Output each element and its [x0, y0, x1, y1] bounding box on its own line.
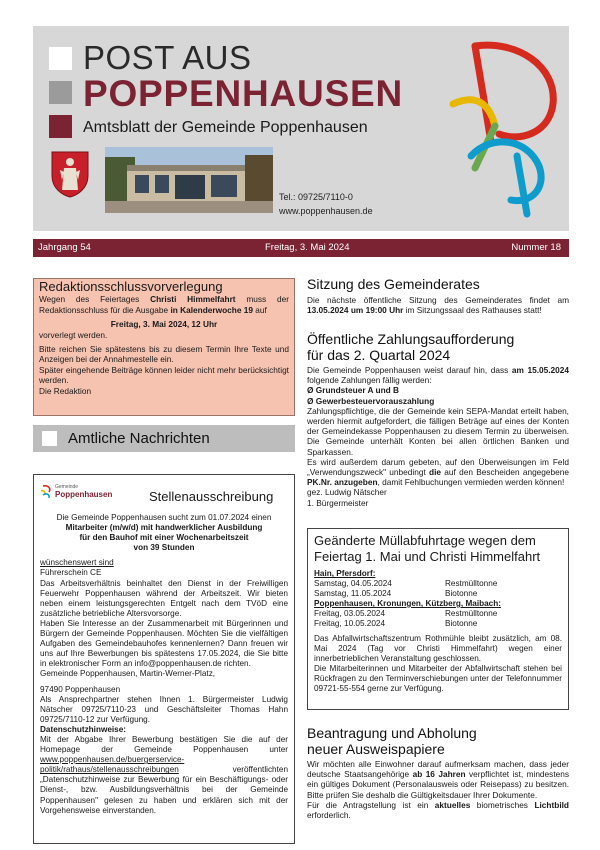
logo-small-label: Gemeinde: [55, 484, 79, 490]
privacy-title: Datenschutzhinweise:: [40, 724, 126, 734]
waste-row: Samstag, 04.05.2024 Restmülltonne: [314, 579, 498, 588]
white-square-icon: [42, 431, 57, 446]
contact-info: [279, 190, 373, 218]
privacy-link[interactable]: www.poppenhausen.de/buergerservice-politik/rathaus/stellenausschreibungen: [40, 755, 185, 775]
passport-text: Wir möchten alle Einwohner darauf aufmerksam machen, dass jeder deutsche Staatsangehörige ab 16 Jahren verpflichtet ist, mindestens ein gültiges Dokument (Personalausweis oder Reisepass) zu besitzen. Bitte prüfen Sie deshalb die Gültigkeitsdauer Ihrer Dokumente.: [307, 759, 569, 800]
waste-collection-box: [307, 528, 569, 710]
title-line-2: POPPENHAUSEN: [83, 73, 404, 114]
payment-sepa: Zahlungspflichtige, die der Gemeinde kein SEPA-Mandat erteilt haben, werden hiermit aufgefordert, die fälligen Beträge auf eines der Konten der Gemeindekasse Poppenhausen zu diesem Termin zu überweisen. Die Gemeinde unterhält Konten bei allen örtlichen Banken und Sparkassen.: [307, 405, 569, 457]
phone-number: Tel.: 09725/7110-0: [279, 192, 353, 202]
payment-title-2: für das 2. Quartal 2024: [307, 347, 451, 363]
red-square-icon: [49, 115, 72, 138]
issue-date: Freitag, 3. Mai 2024: [265, 242, 350, 253]
deadline-notice-text-4: Später eingehende Beiträge können leider nicht mehr berücksichtigt werden.: [39, 364, 289, 386]
payment-section: [307, 331, 569, 508]
payment-item-1: Ø Grundsteuer A und B: [307, 385, 400, 396]
waste-text-1: Das Abfallwirtschaftszentrum Rothmühle bleibt zusätzlich, am 08. Mai 2024 (Tag vor Christi Himmelfahrt) wegen einer innerbetrieblichen Veranstaltung geschlossen.: [314, 634, 562, 663]
white-square-icon: [49, 47, 72, 70]
waste-group-1: Hain, Pfersdorf:: [314, 569, 376, 578]
job-position-1: Mitarbeiter (m/w/d) mit handwerklicher Ausbildung: [65, 523, 263, 533]
issue-number: Nummer 18: [511, 242, 561, 253]
payment-title-1: Öffentliche Zahlungsaufforderung: [307, 331, 515, 347]
volume-label: Jahrgang 54: [38, 242, 91, 253]
job-intro: Die Gemeinde Poppenhausen sucht zum 01.07.2024 einen: [56, 513, 272, 522]
waste-group-2: Poppenhausen, Kronungen, Kützberg, Maibach:: [314, 599, 501, 608]
passport-section: [307, 725, 569, 820]
passport-title-2: neuer Ausweispapiere: [307, 741, 445, 757]
job-address-2: 97490 Poppenhausen: [40, 684, 121, 694]
job-position-3: von 39 Stunden: [133, 543, 195, 553]
council-title: Sitzung des Gemeinderates: [307, 276, 480, 292]
job-interest: Haben Sie Interesse an der Zusammenarbeit mit Bürgerinnen und Bürgern der Gemeinde Poppenhausen. Möchten Sie die vielfältigen Aufgaben des Gemeindebauhofes kennenlernen? Dann freuen wir uns auf Ihre Bewerbungen bis spätestens 17.05.2024, die Sie bitte in elektronischer Form an info@poppenhausen.de richten.: [40, 618, 288, 669]
waste-text-2: Die Mitarbeiterinnen und Mitarbeiter der Abfallwirtschaft stehen bei Rückfragen zu den Terminverschiebungen unter der Telefonnummer 09721-55-554 gerne zur Verfügung.: [314, 664, 562, 693]
job-tvoed: Das Arbeitsverhältnis beinhaltet den Dienst in der Freiwilligen Feuerwehr Poppenhausen während der Arbeitszeit. Wir bieten neben einem leistungsgerechten Entgelt nach dem TVöD eine zusätzliche betriebliche Altersvorsorge.: [40, 578, 288, 618]
privacy-text: Mit der Abgabe Ihrer Bewerbung bestätigen Sie die auf der Homepage der Gemeinde Poppenhausen unter www.poppenhausen.de/buergerservice-politik/rathaus/stellenausschreibungen veröffentlichten „Datenschutzhinweise zur Bewerbung für ein Beschäftigungs- oder Dienst-, bzw. Ausbildungsverhältnis bei der Gemeinde Poppenhausen" gelesen zu haben und erklären sich mit der Vorgehensweise einverstanden.: [40, 734, 288, 815]
job-position-2: für den Bauhof mit einer Wochenarbeitszeit: [79, 533, 249, 543]
waste-row: Freitag, 10.05.2024 Biotonne: [314, 619, 478, 628]
payment-sign-2: 1. Bürgermeister: [307, 497, 369, 508]
payment-sign-1: gez. Ludwig Nätscher: [307, 487, 387, 498]
job-licence: Führerschein CE: [40, 568, 102, 578]
job-wish: wünschenswert sind: [40, 558, 114, 568]
waste-row: Samstag, 11.05.2024 Biotonne: [314, 589, 478, 598]
subtitle: Amtsblatt der Gemeinde Poppenhausen: [83, 119, 368, 136]
pp-logo-mini-icon: [40, 485, 52, 499]
deadline-notice-text-3: Bitte reichen Sie spätestens bis zu diesem Termin Ihre Texte und Anzeigen bei der Annahmestelle ein.: [39, 344, 289, 365]
section-heading-bar: [33, 425, 295, 452]
waste-title: Geänderte Müllabfuhrtage wegen dem Feiertag 1. Mai und Christi Himmelfahrt: [314, 533, 541, 564]
title-line-1: POST AUS: [83, 39, 252, 76]
job-advert-box: [33, 474, 295, 844]
deadline-notice-text: Wegen des Feiertages Christi Himmelfahrt muss der Redaktionsschluss für die Ausgabe in Kalenderwoche 19 auf: [39, 294, 289, 315]
council-section: [307, 276, 569, 315]
waste-row: Freitag, 03.05.2024 Restmülltonne: [314, 609, 498, 618]
job-contact: Als Ansprechpartner stehen Ihnen 1. Bürgermeister Ludwig Nätscher 09725/7110-23 und Geschäftsleiter Thomas Hahn 09725/7110-12 zur Verfügung.: [40, 694, 288, 724]
masthead: [33, 26, 569, 231]
poppenhausen-pp-logo: [447, 38, 571, 222]
job-advert-title: Stellenausschreibung: [149, 489, 274, 504]
gray-square-icon: [49, 81, 72, 104]
payment-item-2: Ø Gewerbesteuervorauszahlung: [307, 395, 435, 406]
council-text: Die nächste öffentliche Sitzung des Gemeinderates findet am 13.05.2024 um 19:00 Uhr im Sitzungssaal des Rathauses statt!: [307, 295, 569, 316]
deadline-notice-sign: Die Redaktion: [39, 385, 92, 396]
town-hall-photo: [105, 147, 273, 213]
payment-reference: Es wird außerdem darum gebeten, auf den Überweisungen im Feld „Verwendungszweck" unbedingt die auf den Bescheiden angegebene PK.Nr. anzugeben, damit Fehlbuchungen vermieden werden können!: [307, 456, 569, 488]
deadline-notice-text-2: vorverlegt werden.: [39, 329, 108, 340]
issue-bar: [33, 239, 569, 257]
passport-title-1: Beantragung und Abholung: [307, 725, 477, 741]
coat-of-arms-icon: [50, 150, 90, 198]
job-address-1: Gemeinde Poppenhausen, Martin-Werner-Platz,: [40, 669, 216, 679]
website-link[interactable]: www.poppenhausen.de: [279, 206, 373, 216]
payment-text: Die Gemeinde Poppenhausen weist darauf hin, dass am 15.05.2024 folgende Zahlungen fällig werden:: [307, 365, 569, 386]
deadline-notice-title: Redaktionsschlussvorverlegung: [39, 279, 223, 294]
passport-text-2: Für die Antragstellung ist ein aktuelles biometrisches Lichtbild erforderlich.: [307, 799, 570, 821]
deadline-notice-box: [33, 278, 295, 416]
section-heading: Amtliche Nachrichten: [68, 430, 210, 447]
deadline-date: Freitag, 3. Mai 2024, 12 Uhr: [110, 319, 218, 330]
logo-name: Poppenhausen: [55, 490, 113, 499]
